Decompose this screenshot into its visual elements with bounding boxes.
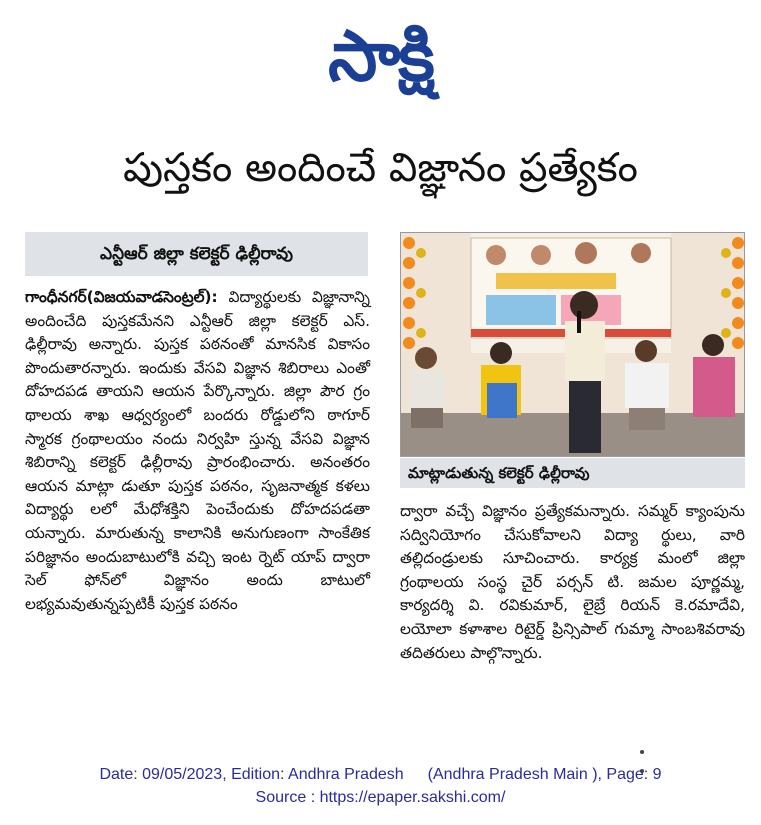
article-dateline: గాంధీనగర్(విజయవాడసెంట్రల్): (25, 288, 218, 306)
footer-page-info: (Andhra Pradesh Main ), Page: 9 (427, 766, 662, 783)
newspaper-masthead: సాక్షి (328, 15, 433, 97)
footer-edition-line (0, 763, 761, 786)
footer-date-edition: Date: 09/05/2023, Edition: Andhra Pradesh (99, 766, 404, 783)
photo-caption: మాట్లాడుతున్న కలెక్టర్ ఢిల్లీరావు (400, 458, 745, 488)
article-headline: పుస్తకం అందించే విజ్ఞానం ప్రత్యేకం (123, 145, 638, 191)
article-subhead: ఎన్టీఆర్ జిల్లా కలెక్టర్ ఢిల్లీరావు (25, 232, 368, 276)
article-body-left (25, 286, 370, 616)
article-body-left-text: విద్యార్థులకు విజ్ఞానాన్ని అందించేది పుస్తకమేనని ఎన్టీఆర్ జిల్లా కలెక్టర్ ఎస్. ఢిల్లీరావు అన్నారు. పుస్తక పఠనంతో మానసిక వికాసం పొందుతారన్నారు. ఇందుకు వేసవి విజ్ఞాన శిబిరాలు ఎంతో దోహదపడ తాయని ఆయన పేర్కొన్నారు. జిల్లా పౌర గ్రం థాలయ శాఖ ఆధ్వర్యంలో బందరు రోడ్డులోని ఠాగూర్ స్మారక గ్రంథాలయం నందు నిర్వహి స్తున్న వేసవి విజ్ఞాన శిబిరాన్ని కలెక్టర్ ఢిల్లీరావు ప్రారంభించారు. అనంతరం ఆయన మాట్లా డుతూ పుస్తక పఠనం, సృజనాత్మక కళలు విద్యార్థు లలో మేధోశక్తిని పెంచేందుకు దోహదపడతా యన్నారు. మారుతున్న కాలానికి అనుగుణంగా సాంకేతిక పరిజ్ఞానం అందుబాటులోకి వచ్చి ఇంట ర్నెట్ యాప్ ద్వారా సెల్ ఫోన్‌లో విజ్ఞానం అందు బాటులో లభ్యమవుతున్నప్పటికీ పుస్తక పఠనం (25, 288, 370, 613)
event-photo-illustration (401, 233, 745, 457)
article-body-right: ద్వారా వచ్చే విజ్ఞానం ప్రత్యేకమన్నారు. సమ్మర్ క్యాంపును సద్వినియోగం చేసుకోవాలని విద్యా ర్థులు, వారి తల్లిదండ్రులకు సూచించారు. కార్యక్ర మంలో జిల్లా గ్రంథాలయ సంస్థ చైర్ పర్సన్ టి. జమల పూర్ణమ్మ, కార్యదర్శి వి. రవికుమార్, లైబ్రే రియన్ కె.రమాదేవి, లయోలా కళాశాల రిటైర్డ్ ప్రిన్సిపాల్ గుమ్మా సాంబశివరావు తదితరులు పాల్గొన్నారు. (400, 502, 745, 662)
footer-source: Source : https://epaper.sakshi.com/ (255, 789, 506, 806)
event-photo (400, 232, 745, 457)
page-footer (0, 763, 761, 809)
